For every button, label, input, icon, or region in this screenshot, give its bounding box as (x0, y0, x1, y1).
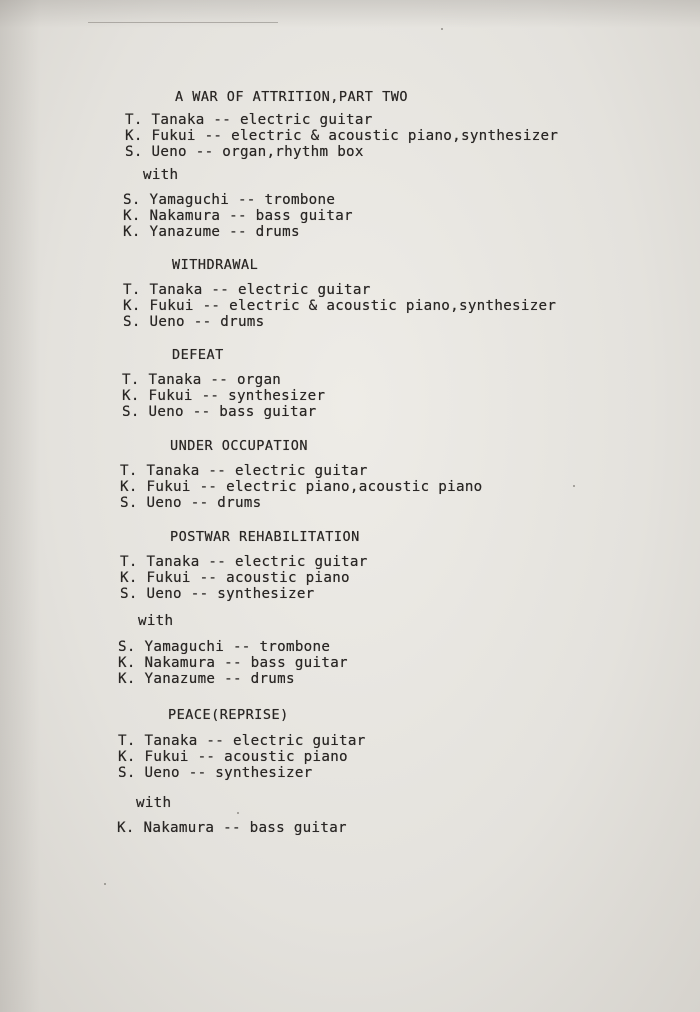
with-label: with (143, 167, 179, 183)
credit-line: S. Ueno -- drums (120, 495, 262, 511)
credit-line: S. Ueno -- synthesizer (120, 586, 315, 602)
paper-speck (573, 485, 575, 487)
credit-line: K. Nakamura -- bass guitar (123, 208, 353, 224)
section-title: A WAR OF ATTRITION,PART TWO (175, 89, 408, 105)
section-title: WITHDRAWAL (172, 257, 259, 273)
credit-line: S. Ueno -- synthesizer (118, 765, 313, 781)
paper-speck (104, 883, 106, 885)
credit-line: S. Ueno -- organ,rhythm box (125, 144, 364, 160)
credit-line: K. Fukui -- acoustic piano (120, 570, 350, 586)
credit-line: S. Ueno -- bass guitar (122, 404, 317, 420)
credit-line: T. Tanaka -- electric guitar (125, 112, 373, 128)
section-title: UNDER OCCUPATION (170, 438, 309, 454)
credit-line: T. Tanaka -- electric guitar (118, 733, 366, 749)
section-title: DEFEAT (172, 347, 224, 363)
credit-line: S. Yamaguchi -- trombone (123, 192, 336, 208)
credit-line: T. Tanaka -- electric guitar (123, 282, 371, 298)
section-title: POSTWAR REHABILITATION (170, 529, 360, 545)
credit-line: K. Fukui -- electric & acoustic piano,synthesizer (125, 128, 559, 144)
credit-line: K. Fukui -- synthesizer (122, 388, 326, 404)
page-top-rule (88, 22, 278, 23)
credit-line: K. Yanazume -- drums (123, 224, 300, 240)
credit-line: K. Fukui -- electric & acoustic piano,synthesizer (123, 298, 557, 314)
section-title: PEACE(REPRISE) (168, 707, 289, 723)
credit-line: K. Yanazume -- drums (118, 671, 295, 687)
paper-speck (441, 28, 443, 30)
credit-line: K. Fukui -- electric piano,acoustic piano (120, 479, 483, 495)
credit-line: K. Nakamura -- bass guitar (118, 655, 348, 671)
credit-line: S. Ueno -- drums (123, 314, 265, 330)
with-label: with (138, 613, 174, 629)
paper-speck (237, 812, 239, 814)
credit-line: K. Fukui -- acoustic piano (118, 749, 348, 765)
credit-line: S. Yamaguchi -- trombone (118, 639, 331, 655)
credit-line: K. Nakamura -- bass guitar (117, 820, 347, 836)
credit-line: T. Tanaka -- electric guitar (120, 463, 368, 479)
with-label: with (136, 795, 172, 811)
credit-line: T. Tanaka -- electric guitar (120, 554, 368, 570)
credit-line: T. Tanaka -- organ (122, 372, 282, 388)
